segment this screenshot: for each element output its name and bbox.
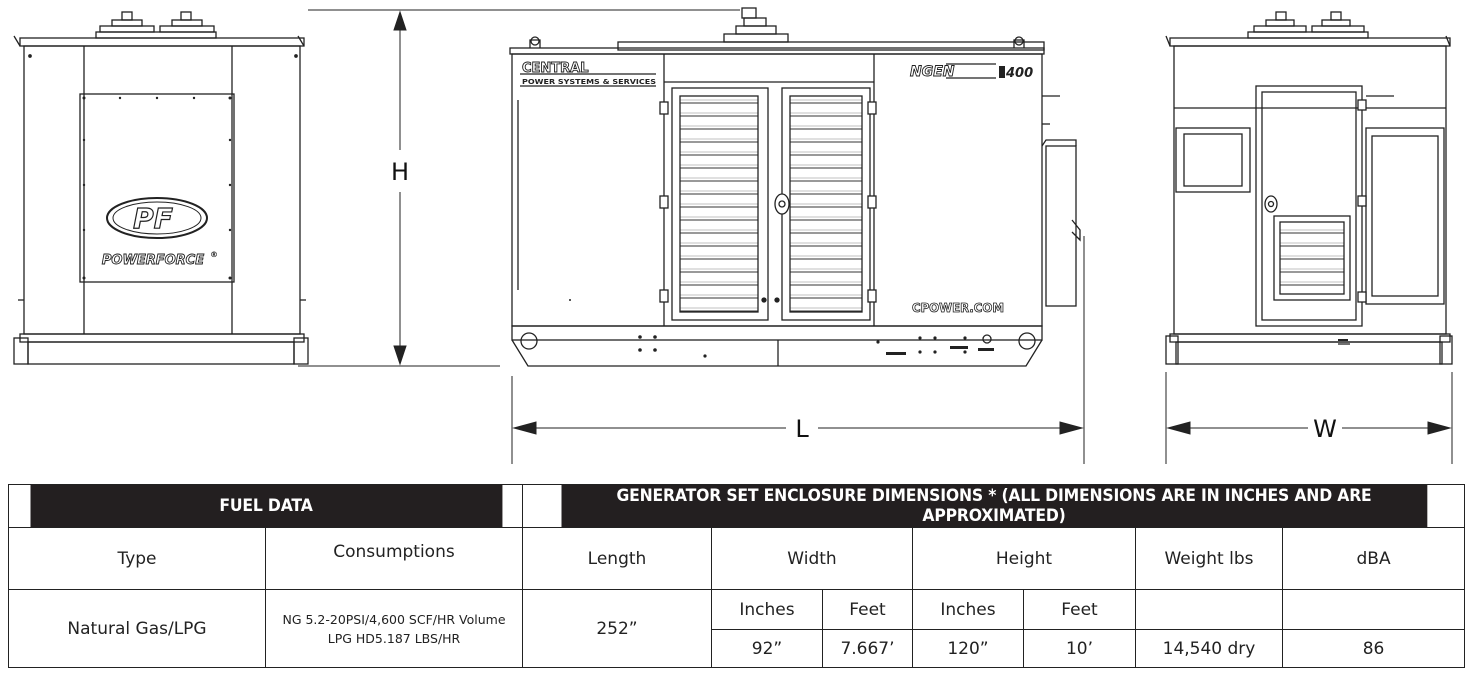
- width-inches-header: Inches: [712, 590, 823, 630]
- col-header-dba: dBA: [1283, 528, 1465, 590]
- consumption-ng: NG 5.2-20PSI/4,600 SCF/HR Volume: [282, 611, 506, 627]
- col-header-weight: Weight lbs: [1136, 528, 1283, 590]
- logo-monogram: PF: [133, 202, 173, 235]
- length-value: 252”: [523, 590, 712, 668]
- website-label: CPOWER.COM: [912, 301, 1004, 315]
- width-feet-header: Feet: [823, 590, 913, 630]
- logo-registered-mark: ®: [210, 250, 218, 259]
- spec-table: [8, 484, 1465, 668]
- consumption-lpg: LPG HD5.187 LBS/HR: [327, 630, 461, 646]
- height-dimension: [298, 10, 740, 366]
- col-header-height: Height: [913, 528, 1136, 590]
- col-header-length: Length: [523, 528, 712, 590]
- weight-value: 14,540 dry: [1136, 630, 1283, 668]
- fuel-type-value: Natural Gas/LPG: [9, 590, 266, 668]
- width-feet-value: 7.667’: [823, 630, 913, 668]
- width-inches-value: 92”: [712, 630, 823, 668]
- dba-value: 86: [1283, 630, 1465, 668]
- dba-spacer: [1283, 590, 1465, 630]
- height-label: H: [390, 158, 410, 186]
- model-prefix: NGEN: [910, 64, 955, 80]
- fuel-consumption-value: [266, 590, 523, 668]
- col-header-width: Width: [712, 528, 913, 590]
- louver-left: [680, 96, 758, 312]
- brand-tagline: POWER SYSTEMS & SERVICES: [522, 78, 656, 86]
- col-header-consumptions: Consumptions: [266, 528, 523, 590]
- length-label: L: [795, 415, 809, 443]
- enclosure-dimensions-header: GENERATOR SET ENCLOSURE DIMENSIONS * (ALL DIMENSIONS ARE IN INCHES AND ARE APPROXIMATED): [560, 485, 1427, 528]
- door-handle: [775, 194, 789, 214]
- model-number: 400: [1006, 66, 1034, 81]
- col-header-type: Type: [9, 528, 266, 590]
- right-end-view: [1166, 12, 1452, 364]
- height-feet-value: 10’: [1024, 630, 1136, 668]
- logo-wordmark: POWERFORCE: [101, 253, 205, 268]
- brand-name: CENTRAL: [522, 61, 589, 76]
- weight-spacer: [1136, 590, 1283, 630]
- height-inches-value: 120”: [913, 630, 1024, 668]
- left-end-view: [14, 12, 308, 364]
- exhaust-stacks: [96, 12, 216, 38]
- height-inches-header: Inches: [913, 590, 1024, 630]
- fuel-data-header: FUEL DATA: [29, 485, 502, 528]
- height-feet-header: Feet: [1024, 590, 1136, 630]
- louver-right: [790, 96, 862, 312]
- width-label: W: [1313, 415, 1337, 443]
- width-dimension: [1166, 372, 1452, 464]
